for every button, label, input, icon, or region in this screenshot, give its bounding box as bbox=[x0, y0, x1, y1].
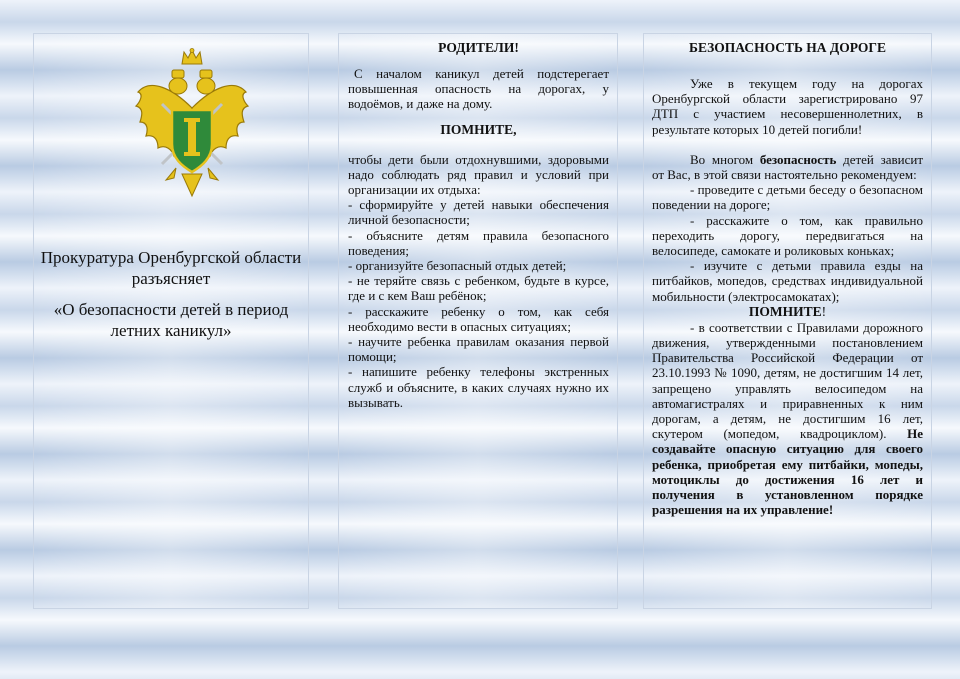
list-item: - проведите с детьми беседу о безопасном поведении на дороге; bbox=[652, 182, 923, 213]
org-line: Прокуратура Оренбургской области разъясняет bbox=[40, 248, 302, 288]
road-safety-heading: БЕЗОПАСНОСТЬ НА ДОРОГЕ bbox=[689, 40, 886, 55]
law-text: - в соответствии с Правилами дорожного движения, утвержденными постановлением Правительства Российской Федерации от 23.10.1993 № 1090, детям, не достигшим 14 лет, запрещено управлять велосипедом на автомагистралях и приравненных к ним дорогам, а детям, не достигшим 16 лет, скутером (мопедом, квадроциклом). bbox=[652, 319, 923, 442]
remember-tail: ! bbox=[821, 303, 827, 319]
list-item: - объясните детям правила безопасного поведения; bbox=[348, 227, 609, 258]
left-panel bbox=[33, 33, 309, 609]
middle-panel bbox=[338, 33, 618, 609]
remember-intro: чтобы дети были отдохнувшими, здоровыми надо соблюдать ряд правил и условий при организации их отдыха: bbox=[348, 151, 609, 198]
depends-suffix: детей зависит от Вас, в этой связи настоятельно рекомендуем: bbox=[652, 151, 924, 183]
parents-heading: РОДИТЕЛИ! bbox=[438, 40, 519, 55]
list-item: - расскажите о том, как правильно переходить дорогу, передвигаться на велосипеде, самокате и роликовых коньках; bbox=[652, 212, 923, 259]
remember-heading: ПОМНИТЕ, bbox=[440, 121, 517, 137]
recommendations-list bbox=[652, 182, 923, 304]
list-item: - сформируйте у детей навыки обеспечения личной безопасности; bbox=[348, 197, 609, 228]
safety-word: безопасность bbox=[759, 151, 837, 167]
intro-paragraph: С началом каникул детей подстерегает повышенная опасность на дорогах, у водоёмов, и даже на дому. bbox=[348, 66, 609, 112]
law-paragraph bbox=[652, 320, 923, 518]
remember-bold: ПОМНИТЕ bbox=[748, 303, 822, 319]
list-item: - расскажите ребенку о том, как себя необходимо вести в опасных ситуациях; bbox=[348, 303, 609, 334]
remember-heading-road bbox=[652, 304, 923, 320]
accident-stats-paragraph: Уже в текущем году на дорогах Оренбургской области зарегистрировано 97 ДТП с участием несовершеннолетних, в результате которых 10 детей погибли! bbox=[652, 76, 923, 137]
warning-text: Не создавайте опасную ситуацию для своего ребенка, приобретая ему питбайки, мопеды, мотоциклы до достижения 16 лет и получения в установленном порядке разрешения на их управление! bbox=[652, 426, 923, 518]
brochure-title: «О безопасности детей в период летних каникул» bbox=[53, 300, 289, 340]
parent-tips-list bbox=[348, 197, 609, 410]
right-panel bbox=[643, 33, 932, 609]
list-item: - не теряйте связь с ребенком, будьте в курсе, где и с кем Ваш ребёнок; bbox=[348, 273, 609, 304]
list-item: - организуйте безопасный отдых детей; bbox=[348, 258, 567, 274]
depends-paragraph bbox=[652, 152, 923, 182]
list-item: - научите ребенка правилам оказания первой помощи; bbox=[348, 334, 609, 365]
list-item: - напишите ребенку телефоны экстренных служб и объясните, в каких случаях нужно их вызывать. bbox=[348, 364, 609, 410]
depends-prefix: Во многом bbox=[690, 151, 760, 167]
prosecutor-emblem-icon bbox=[132, 48, 252, 198]
left-panel-text bbox=[40, 247, 302, 341]
list-item: - изучите с детьми правила езды на питбайков, мопедов, средствах индивидуальной мобильности (электросамокатах); bbox=[652, 258, 923, 304]
